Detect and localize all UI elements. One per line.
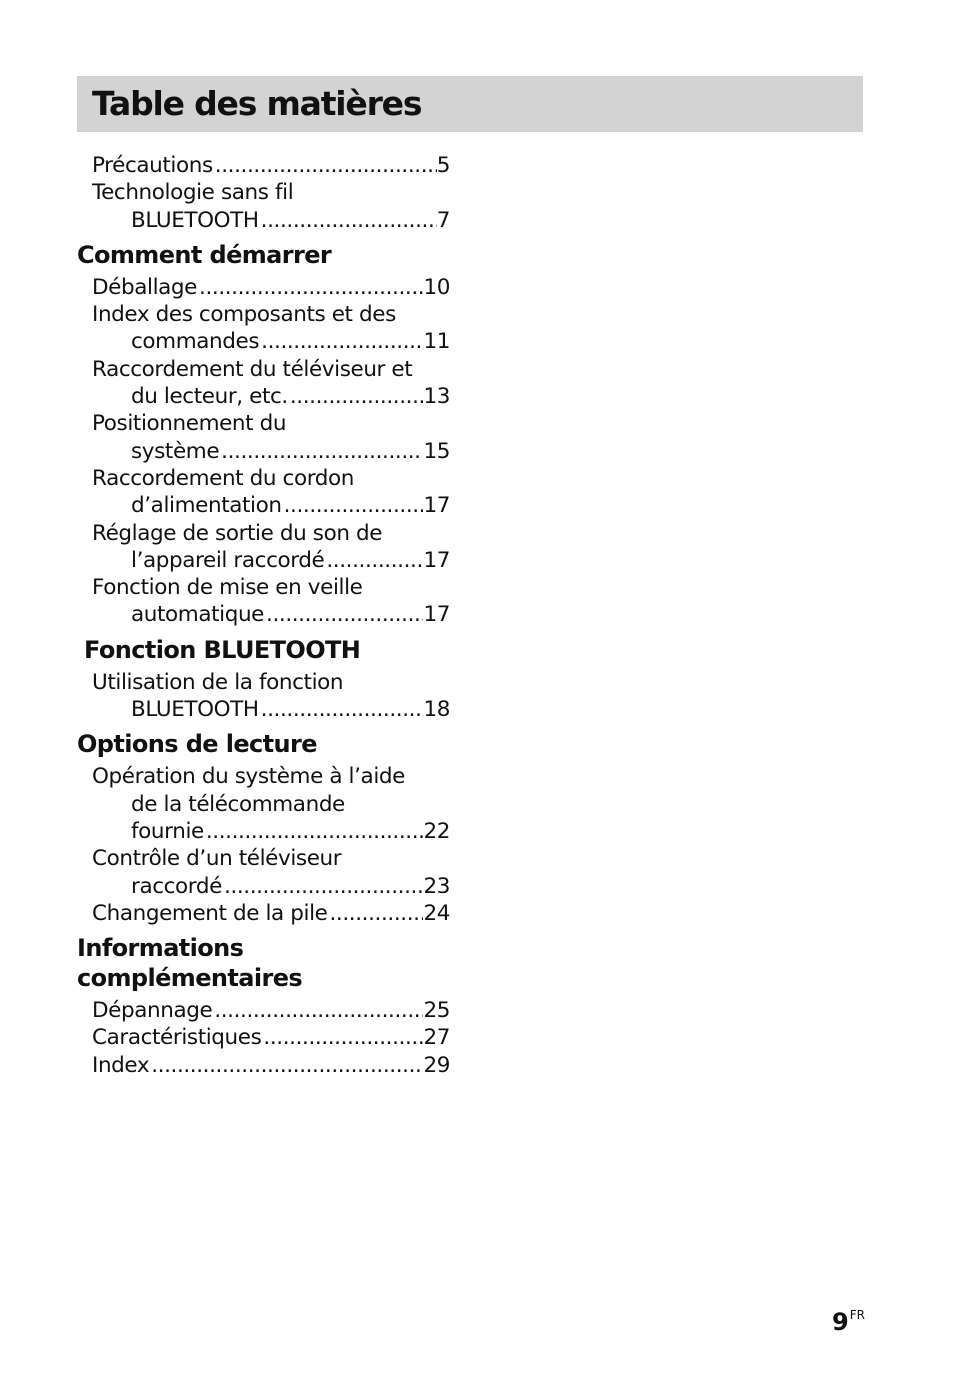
toc-entry-unpacking[interactable] (77, 274, 457, 301)
page-number: 15 (423, 438, 450, 464)
leader-dots (261, 1024, 423, 1051)
toc-entry-text: Positionnement du (92, 411, 287, 437)
toc-entry-precautions[interactable] (77, 152, 457, 179)
page-number: 23 (423, 873, 450, 899)
toc-entry-parts-index[interactable] (77, 301, 457, 356)
leader-dots (282, 492, 424, 519)
toc-entry-text: BLUETOOTH (131, 207, 259, 233)
toc-entry-text: du lecteur, etc. (131, 384, 288, 410)
leader-dots (213, 152, 437, 179)
toc-entry-index[interactable] (77, 1052, 457, 1079)
toc-entry-text: commandes (131, 329, 260, 355)
page-number: 17 (423, 493, 450, 519)
toc-entry-troubleshooting[interactable] (77, 997, 457, 1024)
leader-dots (259, 328, 423, 355)
toc-entry-text: Caractéristiques (92, 1025, 262, 1051)
leader-dots (197, 274, 423, 301)
toc-entry-text: Opération du système à l’aide (92, 764, 405, 790)
page-title: Table des matières (92, 84, 422, 123)
toc-entry-text: Index des composants et des (92, 302, 396, 328)
toc-entry-remote-operation[interactable] (77, 763, 457, 845)
page-footer-number (832, 1308, 865, 1336)
section-heading-line: complémentaires (77, 964, 303, 993)
toc-entry-text: Dépannage (92, 998, 213, 1024)
title-bar (77, 76, 863, 132)
leader-dots (288, 383, 424, 410)
toc-entry-text: Technologie sans fil (92, 180, 294, 206)
toc-entry-text: l’appareil raccordé (131, 547, 325, 573)
toc-entry-text: Fonction de mise en veille (92, 575, 363, 601)
toc-entry-text: Raccordement du téléviseur et (92, 356, 413, 382)
leader-dots (204, 818, 424, 845)
toc-entry-text: système (131, 438, 220, 464)
toc-entry-tv-control[interactable] (77, 845, 457, 900)
toc-entry-specifications[interactable] (77, 1024, 457, 1051)
toc-entry-audio-output[interactable] (77, 520, 457, 575)
leader-dots (264, 601, 423, 628)
page-number: 17 (423, 602, 450, 628)
page-number: 18 (423, 697, 450, 723)
page-number: 5 (436, 153, 450, 178)
leader-dots (212, 997, 423, 1024)
toc-entry-text: Déballage (92, 274, 198, 300)
toc-entry-battery-replacement[interactable] (77, 900, 457, 927)
page-number: 7 (436, 207, 450, 233)
toc-entry-bluetooth-technology[interactable] (77, 179, 457, 234)
table-of-contents (77, 150, 457, 1079)
leader-dots (328, 900, 424, 927)
page-number: 11 (423, 329, 450, 355)
toc-entry-text: raccordé (131, 873, 222, 899)
page-number: 29 (423, 1052, 450, 1078)
toc-entry-text: Contrôle d’un téléviseur (92, 846, 342, 872)
toc-entry-text: Réglage de sortie du son de (92, 520, 383, 546)
leader-dots (149, 1052, 423, 1079)
toc-entry-text: automatique (131, 602, 265, 628)
leader-dots (259, 696, 424, 723)
section-heading-additional-info[interactable] (77, 933, 457, 993)
section-heading-getting-started[interactable]: Comment démarrer (77, 240, 332, 269)
page-number: 22 (423, 818, 450, 844)
toc-entry-text: BLUETOOTH (131, 697, 259, 723)
section-heading-playback-options[interactable]: Options de lecture (77, 730, 317, 759)
leader-dots (219, 438, 423, 465)
section-heading-line: Informations (77, 934, 244, 963)
toc-entry-text: fournie (131, 818, 204, 844)
page-number: 13 (423, 384, 450, 410)
page-number: 25 (423, 998, 450, 1024)
page-number: 27 (423, 1025, 450, 1051)
leader-dots (324, 547, 423, 574)
section-heading-bluetooth[interactable]: Fonction BLUETOOTH (84, 635, 361, 664)
toc-entry-text: Raccordement du cordon (92, 465, 355, 491)
toc-entry-auto-standby[interactable] (77, 574, 457, 629)
toc-entry-using-bluetooth[interactable] (77, 669, 457, 724)
toc-entry-tv-connection[interactable] (77, 356, 457, 411)
toc-entry-text: Précautions (92, 153, 213, 178)
toc-entry-text: Index (92, 1052, 150, 1078)
toc-entry-power-cord[interactable] (77, 465, 457, 520)
leader-dots (222, 873, 423, 900)
toc-entry-text: Utilisation de la fonction (92, 669, 344, 695)
leader-dots (259, 207, 437, 234)
page-number-value: 9 (832, 1308, 849, 1336)
toc-entry-text: de la télécommande (131, 791, 345, 817)
page-number: 10 (423, 274, 450, 300)
language-code: FR (849, 1308, 865, 1322)
toc-entry-text: Changement de la pile (92, 900, 328, 926)
page-number: 24 (423, 900, 450, 926)
page-number: 17 (423, 547, 450, 573)
toc-entry-positioning[interactable] (77, 410, 457, 465)
toc-entry-text: d’alimentation (131, 493, 282, 519)
